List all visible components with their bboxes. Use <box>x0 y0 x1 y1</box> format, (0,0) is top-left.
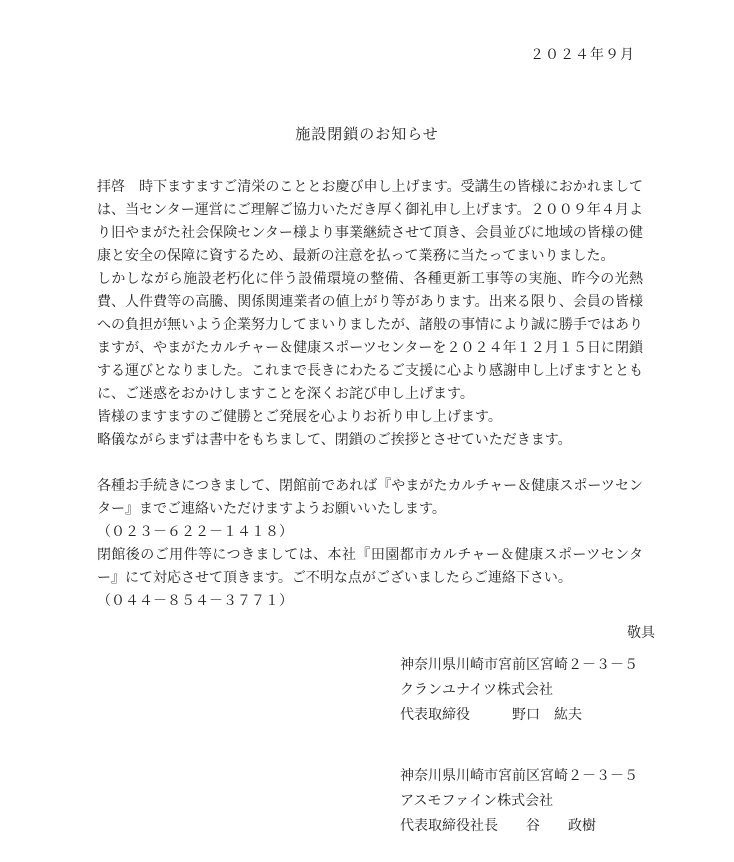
signature-2-address: 神奈川県川崎市宮前区宮崎２－３－５ <box>400 768 638 784</box>
contact-after-closure-text: 閉館後のご用件等につきましては、本社『田園都市カルチャー＆健康スポーツセンター』にて対応させて頂きます。ご不明な点がございましたらご連絡下さい。 <box>97 547 643 586</box>
letter-title: 施設閉鎖のお知らせ <box>295 125 439 143</box>
contact-section <box>97 475 643 613</box>
signature-block-1 <box>400 653 643 728</box>
signature-block-2 <box>400 764 643 839</box>
contact-before-closure-phone: （０２３－６２２－１４１８） <box>97 524 293 540</box>
signature-2-company: アスモファイン株式会社 <box>400 793 554 809</box>
letter-body <box>97 176 655 839</box>
body-paragraph-greeting: 拝啓 時下ますますご清栄のこととお慶び申し上げます。受講生の皆様におかれましては、当センター運営にご理解ご協力いただき厚く御礼申し上げます。２００９年４月より旧やまがた社会保険センター様より事業継続させて頂き、会員並びに地域の皆様の健康と安全の保障に資するため、最新の注意を払って業務に当たってまいりました。 <box>97 179 643 264</box>
signature-1-address: 神奈川県川崎市宮前区宮崎２－３－５ <box>400 657 638 673</box>
signature-1-company: クランユナイツ株式会社 <box>400 682 554 698</box>
body-paragraph-closure-announcement: しかしながら施設老朽化に伴う設備環境の整備、各種更新工事等の実施、昨今の光熱費、人件費等の高騰、関係関連業者の値上がり等があります。出来る限り、会員の皆様への負担が無いよう企業努力してまいりましたが、諸般の事情により誠に勝手ではありますが、やまがたカルチャー＆健康スポーツセンターを２０２４年１２月１５日に閉鎖する運びとなりました。これまで長きにわたるご支援に心より感謝申し上げますとともに、ご迷惑をおかけしますことを深くお詫び申し上げます。 <box>97 271 643 402</box>
signature-1-representative: 代表取締役 野口 紘夫 <box>400 707 582 723</box>
body-paragraph-wellwish: 皆様のますますのご健勝とご発展を心よりお祈り申し上げます。 <box>97 409 502 425</box>
contact-before-closure-text: 各種お手続きにつきまして、閉館前であれば『やまがたカルチャー＆健康スポーツセンター』までご連絡いただけますようお願いいたします。 <box>97 478 643 517</box>
letter-date: ２０２４年９月 <box>530 47 635 63</box>
body-paragraph-farewell: 略儀ながらまずは書中をもちまして、閉鎖のご挨拶とさせていただきます。 <box>97 432 572 448</box>
signature-2-representative: 代表取締役社長 谷 政樹 <box>400 818 596 834</box>
contact-after-closure-phone: （０４４－８５４－３７７１） <box>97 593 293 609</box>
closing-word: 敬具 <box>627 625 655 641</box>
